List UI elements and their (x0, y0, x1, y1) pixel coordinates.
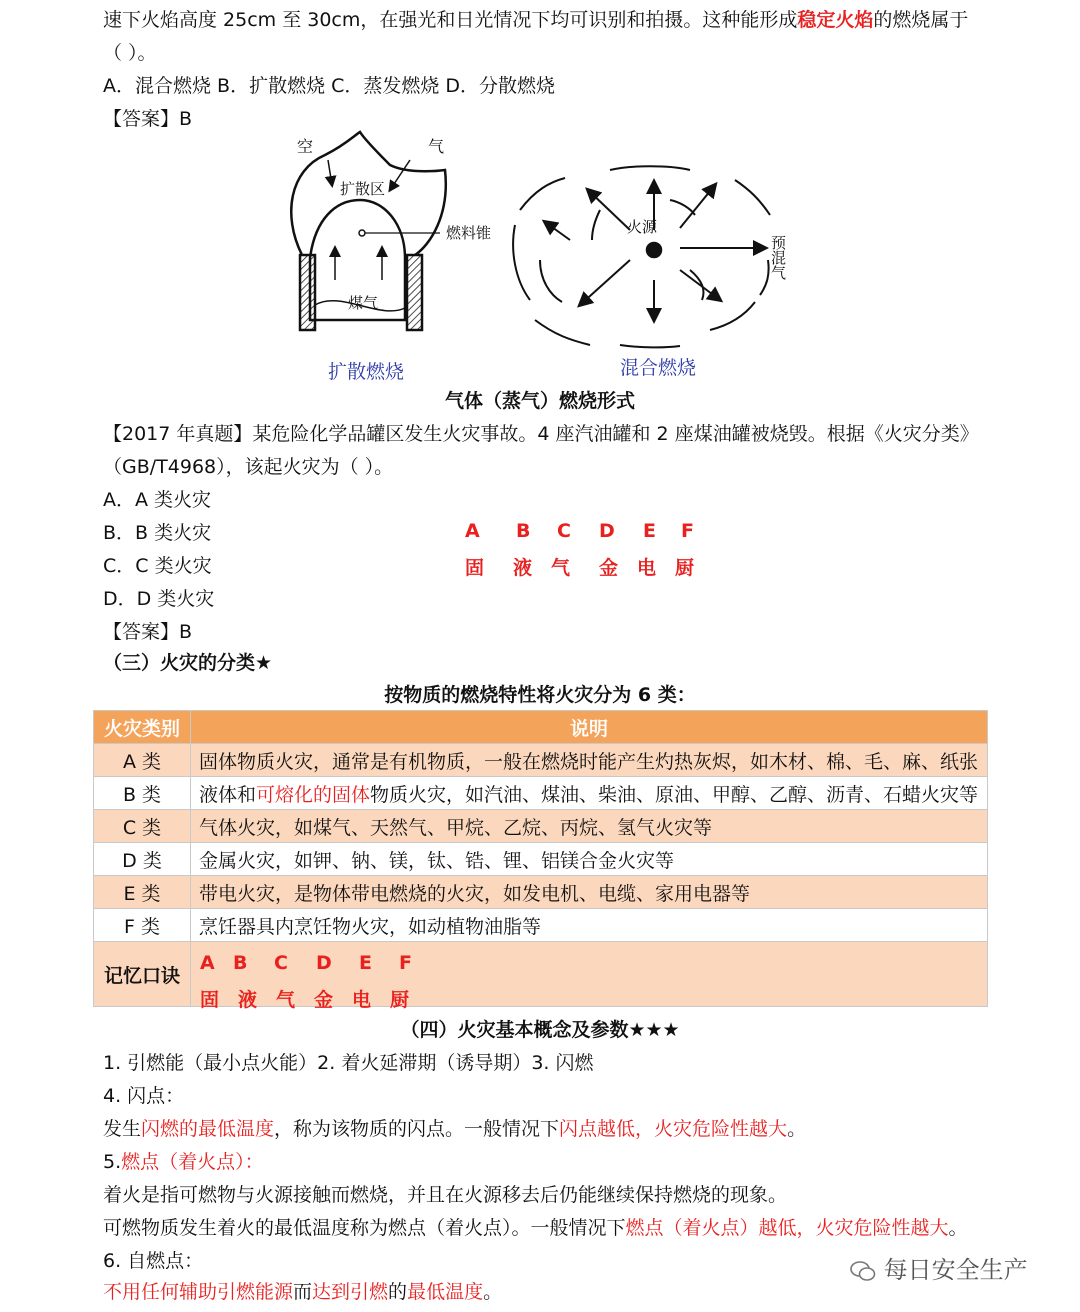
table-row (94, 810, 988, 843)
table-mnemonic-word: 金 (314, 989, 334, 1011)
flash-point-definition: 发生闪燃的最低温度，称为该物质的闪点。一般情况下闪点越低，火灾危险性越大。 (103, 1118, 807, 1140)
q2-option-b: B．B 类火灾 (103, 522, 212, 544)
diffusion-zone-label: 扩散区 (340, 180, 386, 198)
table-mnemonic-word: 液 (238, 989, 258, 1011)
table-row (94, 843, 988, 876)
q2-mnemonic-letter: A (465, 520, 480, 542)
row-category: E 类 (94, 876, 191, 909)
wechat-icon (850, 1260, 876, 1282)
table-title: 按物质的燃烧特性将火灾分为 6 类： (384, 684, 696, 706)
table-row (94, 876, 988, 909)
q2-mnemonic-word: 电 (637, 557, 657, 579)
q2-mnemonic-word: 气 (551, 557, 571, 579)
table-mnemonic-word: 固 (200, 989, 220, 1011)
q2-option-a: A．A 类火灾 (103, 489, 212, 511)
mixed-caption: 混合燃烧 (620, 357, 697, 379)
row-description: 气体火灾，如煤气、天然气、甲烷、乙烷、丙烷、氢气火灾等 (191, 810, 988, 843)
fire-class-table (93, 710, 988, 1007)
ignition-definition: 着火是指可燃物与火源接触而燃烧，并且在火源移去后仍能继续保持燃烧的现象。 (103, 1184, 788, 1206)
q1-stem-line1: 速下火焰高度 25cm 至 30cm，在强光和日光情况下均可识别和拍摄。这种能形成稳定火焰的燃烧属于 (103, 9, 969, 31)
row-category: D 类 (94, 843, 191, 876)
mixed-combustion-diagram (513, 166, 770, 347)
row-category: C 类 (94, 810, 191, 843)
mnemonic-cell (191, 942, 988, 1007)
table-row (94, 744, 988, 777)
table-mnemonic-letter: E (359, 952, 372, 974)
q1-options: A．混合燃烧 B．扩散燃烧 C．蒸发燃烧 D．分散燃烧 (103, 75, 556, 97)
table-mnemonic-letter: C (274, 952, 288, 974)
ignition-point-title: 5.燃点（着火点）： (103, 1151, 264, 1173)
fire-source-label: 火源 (627, 218, 658, 236)
q2-answer: 【答案】B (103, 621, 193, 643)
table-mnemonic-letter: A (200, 952, 215, 974)
q2-mnemonic-word: 金 (599, 557, 619, 579)
q2-mnemonic-letter: B (516, 520, 531, 542)
diffusion-label-kong: 空 (297, 137, 314, 156)
combustion-figure (270, 130, 810, 390)
q2-stem-line1: 【2017 年真题】某危险化学品罐区发生火灾事故。4 座汽油罐和 2 座煤油罐被烧毁。根据《火灾分类》 (103, 423, 979, 445)
q2-mnemonic-word: 厨 (675, 557, 695, 579)
autoignition-definition: 不用任何辅助引燃能源而达到引燃的最低温度。 (103, 1281, 503, 1303)
flash-point-title: 4. 闪点： (103, 1085, 185, 1107)
autoignition-title: 6. 自燃点： (103, 1250, 204, 1272)
row-category: B 类 (94, 777, 191, 810)
mnemonic-label: 记忆口诀 (94, 942, 191, 1007)
concept-list: 1. 引燃能（最小点火能）2. 着火延滞期（诱导期）3. 闪燃 (103, 1052, 594, 1074)
table-mnemonic-word: 厨 (390, 989, 410, 1011)
table-mnemonic-letter: F (399, 952, 412, 974)
figure-title: 气体（蒸气）燃烧形式 (444, 390, 635, 412)
mnemonic-row (94, 942, 988, 1007)
gas-label: 煤气 (348, 294, 379, 312)
header-description: 说明 (191, 711, 988, 744)
q2-option-c: C．C 类火灾 (103, 555, 212, 577)
q1-stem-highlight: 稳定火焰 (797, 9, 874, 31)
row-description: 固体物质火灾，通常是有机物质，一般在燃烧时能产生灼热灰烬，如木材、棉、毛、麻、纸张 (191, 744, 988, 777)
ignition-point-definition: 可燃物质发生着火的最低温度称为燃点（着火点）。一般情况下燃点（着火点）越低，火灾危险性越大。 (103, 1217, 968, 1239)
watermark-text: 每日安全生产 (883, 1256, 1028, 1284)
table-mnemonic-word: 电 (352, 989, 372, 1011)
q2-mnemonic-letter: C (557, 520, 571, 542)
q2-mnemonic-word: 液 (513, 557, 533, 579)
diffusion-caption: 扩散燃烧 (328, 361, 405, 383)
table-mnemonic-letter: B (233, 952, 248, 974)
q2-mnemonic-word: 固 (465, 557, 485, 579)
q2-mnemonic-letter: E (643, 520, 656, 542)
q2-option-d: D．D 类火灾 (103, 588, 215, 610)
row-category: F 类 (94, 909, 191, 942)
table-mnemonic-word: 气 (276, 989, 296, 1011)
q2-mnemonic-letter: D (599, 520, 615, 542)
section4-heading: （四）火灾基本概念及参数★★★ (400, 1019, 680, 1041)
section3-heading: （三）火灾的分类★ (103, 652, 273, 674)
row-description: 液体和可熔化的固体物质火灾，如汽油、煤油、柴油、原油、甲醇、乙醇、沥青、石蜡火灾等 (191, 777, 988, 810)
diffusion-label-qi: 气 (428, 137, 445, 156)
table-mnemonic-letter: D (316, 952, 332, 974)
watermark (850, 1250, 1028, 1285)
q1-stem-line2: （ ）。 (103, 42, 157, 64)
row-description: 烹饪器具内烹饪物火灾，如动植物油脂等 (191, 909, 988, 942)
premix-label: 预混气 (769, 235, 787, 280)
fuel-cone-label: 燃料锥 (446, 224, 492, 242)
table-row (94, 909, 988, 942)
row-description: 带电火灾，是物体带电燃烧的火灾，如发电机、电缆、家用电器等 (191, 876, 988, 909)
q1-answer: 【答案】B (103, 108, 193, 130)
row-category: A 类 (94, 744, 191, 777)
table-header-row (94, 711, 988, 744)
table-row (94, 777, 988, 810)
q2-stem-line2: （GB/T4968），该起火灾为（ ）。 (103, 456, 394, 478)
q2-mnemonic-letter: F (681, 520, 694, 542)
row-description-highlight: 可熔化的固体 (256, 783, 371, 806)
header-category: 火灾类别 (94, 711, 191, 744)
row-description: 金属火灾，如钾、钠、镁，钛、锆、锂、铝镁合金火灾等 (191, 843, 988, 876)
